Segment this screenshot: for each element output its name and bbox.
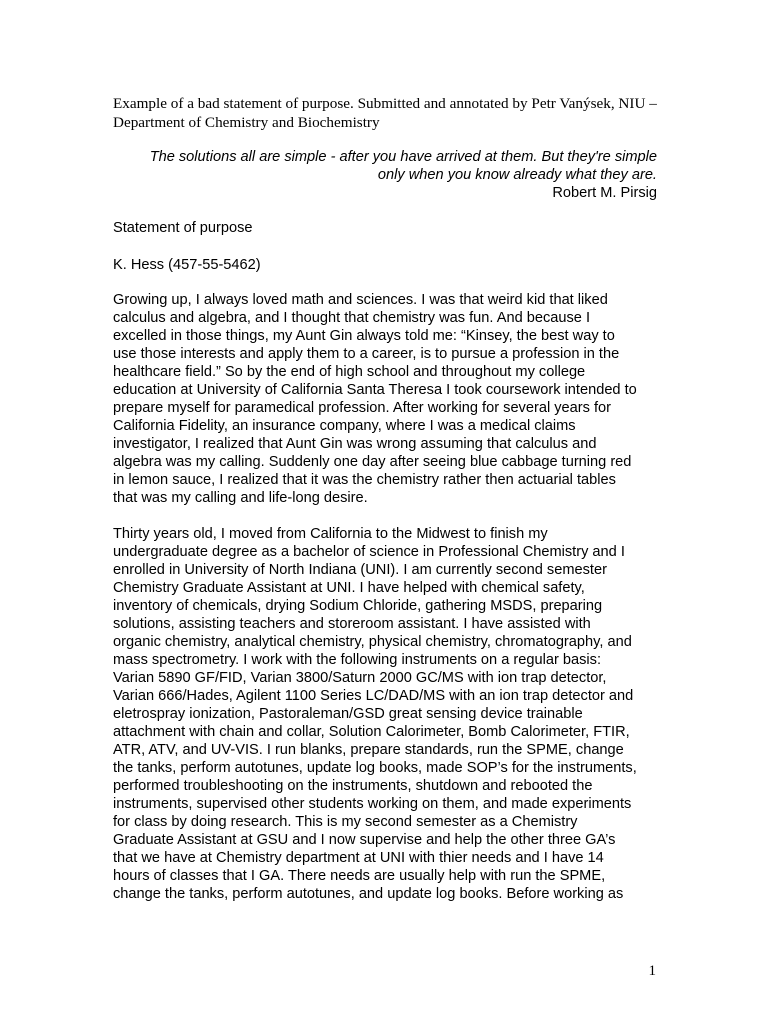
paragraph-line: organic chemistry, analytical chemistry, physical chemistry, chromatography, and [113, 634, 632, 650]
paragraph-line: healthcare field.” So by the end of high school and throughout my college [113, 364, 586, 380]
paragraph-2 [113, 525, 673, 903]
paragraph-1 [113, 291, 673, 507]
paragraph-line: eletrospray ionization, Pastoraleman/GSD great sensing device trainable [113, 706, 583, 722]
paragraph-line: prepare myself for paramedical profession. After working for several years for [113, 400, 612, 416]
paragraph-line: calculus and algebra, and I thought that chemistry was fun. And because I [113, 310, 591, 326]
header-line: Example of a bad statement of purpose. Submitted and annotated by Petr Vanýsek, NIU – [113, 95, 657, 112]
paragraph-line: mass spectrometry. I work with the following instruments on a regular basis: [113, 652, 601, 668]
statement-title [113, 219, 673, 237]
paragraph-line: Growing up, I always loved math and sciences. I was that weird kid that liked [113, 292, 608, 308]
paragraph-line: investigator, I realized that Aunt Gin was wrong assuming that calculus and [113, 436, 597, 452]
epigraph-author: Robert M. Pirsig [552, 185, 657, 201]
paragraph-line: Graduate Assistant at GSU and I now supervise and help the other three GA’s [113, 832, 616, 848]
paragraph-line: Varian 5890 GF/FID, Varian 3800/Saturn 2000 GC/MS with ion trap detector, [113, 670, 607, 686]
paragraph-line: education at University of California Santa Theresa I took coursework intended to [113, 382, 637, 398]
paragraph-line: instruments, supervised other students working on them, and made experiments [113, 796, 632, 812]
statement-title-text: Statement of purpose [113, 220, 253, 236]
paragraph-line: change the tanks, perform autotunes, and update log books. Before working as [113, 886, 624, 902]
paragraph-line: excelled in those things, my Aunt Gin always told me: “Kinsey, the best way to [113, 328, 615, 344]
paragraph-line: Chemistry Graduate Assistant at UNI. I have helped with chemical safety, [113, 580, 585, 596]
paragraph-line: attachment with chain and collar, Solution Calorimeter, Bomb Calorimeter, FTIR, [113, 724, 630, 740]
paragraph-line: performed troubleshooting on the instruments, shutdown and rebooted the [113, 778, 593, 794]
paragraph-line: for class by doing research. This is my second semester as a Chemistry [113, 814, 578, 830]
paragraph-line: use those interests and apply them to a career, is to pursue a profession in the [113, 346, 620, 362]
paragraph-line: algebra was my calling. Suddenly one day after seeing blue cabbage turning red [113, 454, 632, 470]
page-number: 1 [648, 963, 656, 979]
paragraph-line: ATR, ATV, and UV-VIS. I run blanks, prepare standards, run the SPME, change [113, 742, 624, 758]
paragraph-line: inventory of chemicals, drying Sodium Chloride, gathering MSDS, preparing [113, 598, 603, 614]
paragraph-line: hours of classes that I GA. There needs are usually help with run the SPME, [113, 868, 606, 884]
epigraph-line: The solutions all are simple - after you have arrived at them. But they're simple [149, 149, 657, 165]
paragraph-line: Varian 666/Hades, Agilent 1100 Series LC/DAD/MS with an ion trap detector and [113, 688, 634, 704]
author-line-text: K. Hess (457-55-5462) [113, 257, 261, 273]
paragraph-line: solutions, assisting teachers and storeroom assistant. I have assisted with [113, 616, 591, 632]
paragraph-line: that we have at Chemistry department at UNI with thier needs and I have 14 [113, 850, 604, 866]
paragraph-line: that was my calling and life-long desire. [113, 490, 368, 506]
document-header [113, 94, 673, 132]
epigraph-line: only when you know already what they are. [377, 167, 657, 183]
paragraph-line: in lemon sauce, I realized that it was the chemistry rather then actuarial tables [113, 472, 616, 488]
header-line: Department of Chemistry and Biochemistry [113, 114, 380, 131]
paragraph-line: enrolled in University of North Indiana (UNI). I am currently second semester [113, 562, 607, 578]
author-line [113, 256, 673, 274]
epigraph [113, 148, 657, 202]
paragraph-line: Thirty years old, I moved from California to the Midwest to finish my [113, 526, 548, 542]
paragraph-line: undergraduate degree as a bachelor of science in Professional Chemistry and I [113, 544, 625, 560]
paragraph-line: the tanks, perform autotunes, update log books, made SOP’s for the instruments, [113, 760, 637, 776]
paragraph-line: California Fidelity, an insurance company, where I was a medical claims [113, 418, 576, 434]
